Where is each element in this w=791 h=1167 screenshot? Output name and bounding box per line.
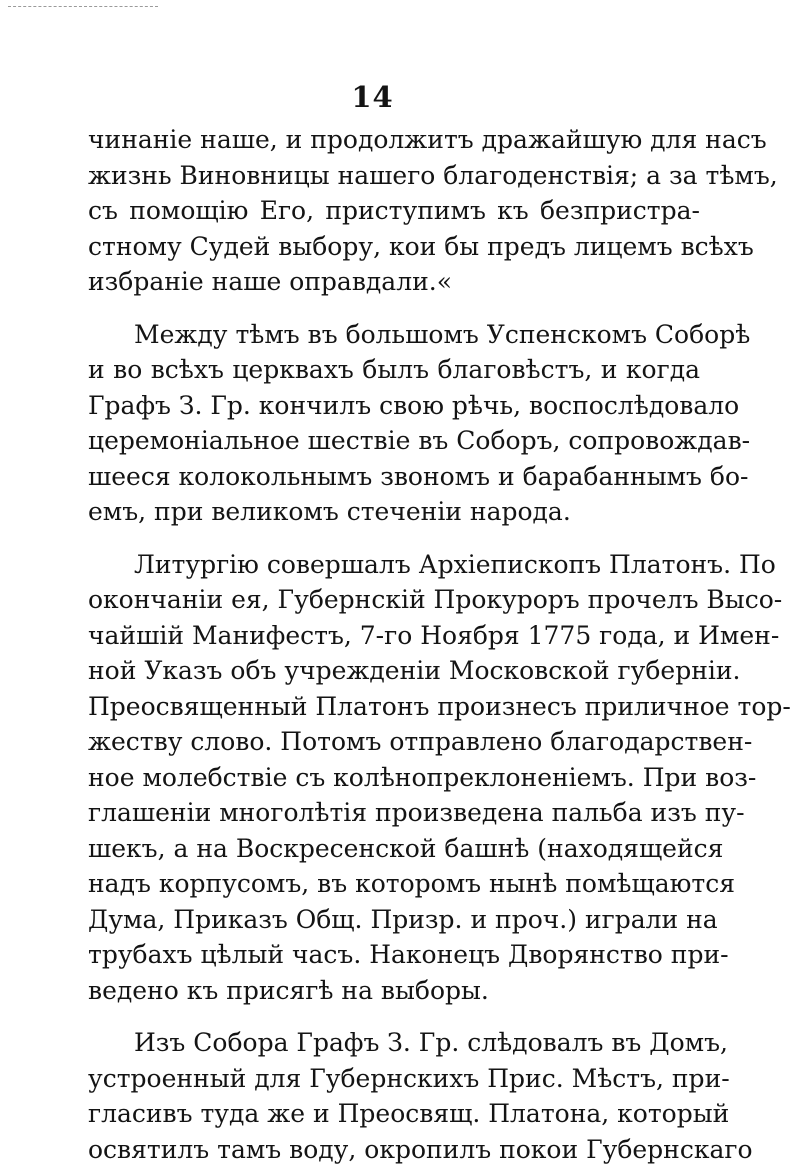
text-line: ведено къ присягѣ на выборы.: [88, 973, 700, 1009]
text-line: шекъ, а на Воскресенской башнѣ (находящейся: [88, 831, 700, 867]
text-line: избраніе наше оправдали.«: [88, 264, 700, 300]
text-line: ное молебствіе съ колѣнопреклоненіемъ. При воз-: [88, 760, 700, 796]
text-line: жизнь Виновницы нашего благоденствія; а за тѣмъ,: [88, 158, 700, 194]
text-line: ной Указъ объ учрежденіи Московской губерніи.: [88, 653, 700, 689]
page-text-body: [88, 122, 700, 1167]
text-line: жеству слово. Потомъ отправлено благодарствен-: [88, 724, 700, 760]
text-line: трубахъ цѣлый часъ. Наконецъ Дворянство при-: [88, 937, 700, 973]
paragraph-cathedral-procession: [88, 317, 700, 530]
text-line: Графъ З. Гр. кончилъ свою рѣчь, воспослѣдовало: [88, 388, 700, 424]
text-line: Литургію совершалъ Архіепископъ Платонъ. По: [88, 547, 700, 583]
text-line: глашеніи многолѣтія произведена пальба изъ пу-: [88, 795, 700, 831]
top-edge-rule: [8, 6, 158, 7]
text-line: устроенный для Губернскихъ Прис. Мѣстъ, при-: [88, 1061, 700, 1097]
text-line: чинаніе наше, и продолжитъ дражайшую для насъ: [88, 122, 700, 158]
text-line: Дума, Приказъ Общ. Призр. и проч.) играли на: [88, 902, 700, 938]
text-line: съ помощію Его, приступимъ къ безпристра-: [88, 193, 700, 229]
text-line: гласивъ туда же и Преосвящ. Платона, который: [88, 1096, 700, 1132]
text-line: освятилъ тамъ воду, окропилъ покои Губернскаго: [88, 1132, 700, 1167]
text-line: и во всѣхъ церквахъ былъ благовѣстъ, и когда: [88, 352, 700, 388]
text-line: Преосвященный Платонъ произнесъ приличное тор-: [88, 689, 700, 725]
text-line: чайшій Манифестъ, 7-го Ноября 1775 года, и Имен-: [88, 618, 700, 654]
text-line: шееся колокольнымъ звономъ и барабаннымъ бо-: [88, 459, 700, 495]
text-line: надъ корпусомъ, въ которомъ нынѣ помѣщаются: [88, 866, 700, 902]
paragraph-liturgy: [88, 547, 700, 1009]
text-line: емъ, при великомъ стеченіи народа.: [88, 494, 700, 530]
text-line: церемоніальное шествіе въ Соборъ, сопровождав-: [88, 423, 700, 459]
paragraph-continuation: [88, 122, 700, 300]
text-line: Между тѣмъ въ большомъ Успенскомъ Соборѣ: [88, 317, 700, 353]
paragraph-governor-house: [88, 1025, 700, 1167]
text-line: Изъ Собора Графъ З. Гр. слѣдовалъ въ Домъ,: [88, 1025, 700, 1061]
page-number: 14: [0, 80, 745, 114]
text-line: окончаніи ея, Губернскій Прокуроръ прочелъ Высо-: [88, 582, 700, 618]
text-line: стному Судей выбору, кои бы предъ лицемъ всѣхъ: [88, 229, 700, 265]
